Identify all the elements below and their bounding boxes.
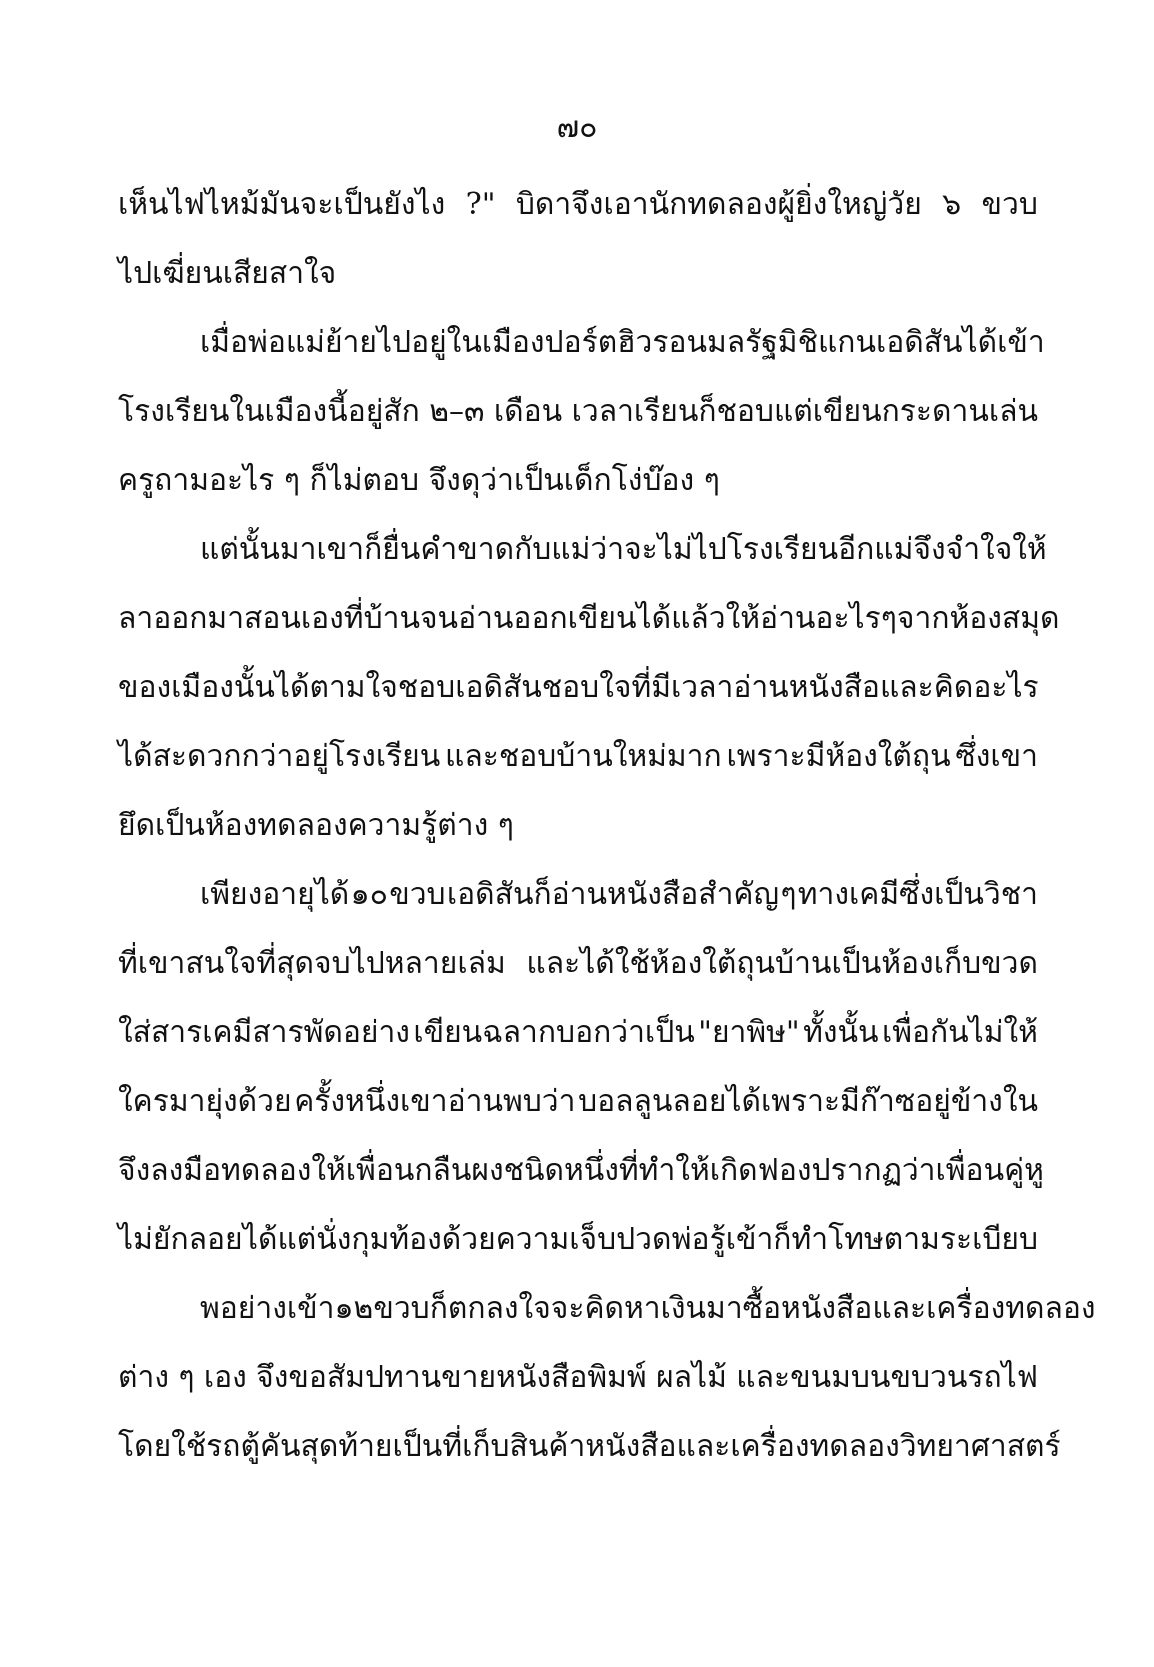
text-word: แต่นั้นมาเขาก็ยื่นคำขาดกับแม่ว่าจะไม่ไปโรงเรียนอีก [200,532,875,567]
text-word: ทางเคมีซึ่งเป็นวิชา [797,877,1038,912]
text-word: ผลไม้ [656,1360,727,1395]
page-number: ๗๐ [556,110,598,145]
text-word: เมื่อพ่อแม่ย้ายไปอยู่ในเมืองปอร์ตฮิวรอน [200,325,707,360]
text-line [118,1343,1038,1412]
text-word: มลรัฐมิชิแกน [706,325,876,360]
text-word: และได้ใช้ห้องใต้ถุนบ้านเป็นห้องเก็บขวด [526,946,1038,981]
text-line [118,998,1038,1067]
text-line [118,515,1047,584]
text-line [118,929,1038,998]
text-word: ปรากฏว่าเพื่อนคู่หู [811,1153,1044,1188]
text-word: โรงเรียนในเมืองนี้อยู่สัก [118,394,420,429]
text-word: ลาออกมาสอนเองที่บ้านจนอ่านออกเขียนได้ [118,601,672,636]
text-word: เวลาเรียนก็ชอบแต่เขียนกระดานเล่น [571,394,1038,429]
text-word: ๒–๓ [429,394,485,429]
text-word: ซึ่งเขา [955,739,1038,774]
text-word: แม่จึงจำใจให้ [874,532,1047,567]
text-line [118,584,1060,653]
text-word: ๆ [178,1360,195,1395]
text-word: เอดิสันได้เข้า [875,325,1045,360]
body-text [118,170,1096,1481]
text-line [118,1136,1044,1205]
text-word: ที่เขาสนใจที่สุดจบไปหลายเล่ม [118,946,506,981]
text-word: หนังสือและเครื่องทดลองวิทยาศาสตร์ [585,1429,1061,1464]
text-word: เอง [203,1360,247,1395]
text-line [118,1067,1038,1136]
text-word: เห็นไฟไหม้มันจะเป็นยังไง [118,187,446,222]
text-word: ใครมายุ่งด้วย [118,1084,292,1119]
text-line [118,722,1038,791]
text-word: ขวบ [389,877,446,912]
text-word: แล้วให้อ่านอะไร [671,601,881,636]
text-word: ๆ [780,877,797,912]
text-line [118,377,1038,446]
text-word: ๑๒ [334,1291,374,1326]
text-word: ขวบ [373,1291,430,1326]
text-line [118,1412,1061,1481]
text-line [118,1274,1096,1343]
text-word: จึงขอสัมปทานขายหนังสือพิมพ์ [256,1360,647,1395]
text-word: เพียงอายุได้ [200,877,350,912]
text-word: ของเมืองนั้นได้ตามใจชอบ [118,670,456,705]
text-word: เดือน [493,394,563,429]
text-word: พอย่างเข้า [200,1291,335,1326]
text-line: ไปเฆี่ยนเสียสาใจ [118,256,337,291]
text-line [118,653,1038,722]
text-line [118,170,1038,239]
text-word: พ่อรู้เข้าก็ทำโทษตามระเบียบ [671,1222,1038,1257]
text-line: ครูถามอะไร ๆ ก็ไม่ตอบ จึงดุว่าเป็นเด็กโง่บ๊อง ๆ [118,463,720,498]
text-word: ครั้งหนึ่งเขาอ่านพบว่า [294,1084,576,1119]
text-line [118,1205,1038,1274]
text-word: บอลลูนลอยได้เพราะมีก๊าซอยู่ข้างใน [578,1084,1038,1119]
text-word: เอดิสันชอบใจที่มีเวลาอ่านหนังสือและคิดอะไร [455,670,1039,705]
text-word: ?" [465,187,496,222]
text-word: และชอบบ้านใหม่มาก [445,739,722,774]
text-word: เพราะมีห้องใต้ถุน [726,739,951,774]
text-word: จากห้องสมุด [896,601,1060,636]
text-word: ใส่สารเคมีสารพัดอย่าง [118,1015,410,1050]
text-word: ๖ [942,187,962,222]
text-word: "ยาพิษ" [698,1015,800,1050]
text-line: ยึดเป็นห้องทดลองความรู้ต่าง ๆ [118,808,514,843]
text-word: บิดาจึงเอานักทดลองผู้ยิ่งใหญ่วัย [515,187,922,222]
text-line [118,308,1045,377]
text-word: ๆ [880,601,897,636]
text-word: เพื่อกันไม่ให้ [881,1015,1038,1050]
text-word: ต่าง [118,1360,169,1395]
text-word: ทั้งนั้น [803,1015,879,1050]
text-line [118,860,1038,929]
text-word: ขวบ [981,187,1038,222]
text-word: ๑๐ [350,877,388,912]
text-word: จึงลงมือทดลองให้เพื่อนกลืนผงชนิดหนึ่งที่ทำให้เกิดฟอง [118,1153,812,1188]
text-word: ก็ตกลงใจจะคิดหาเงินมาซื้อหนังสือและเครื่องทดลอง [429,1291,1096,1326]
text-word: เขียนฉลากบอกว่าเป็น [413,1015,695,1050]
text-word: โดยใช้รถตู้คันสุดท้ายเป็นที่เก็บสินค้า [118,1429,586,1464]
text-word: ได้แต่นั่งกุมท้องด้วยความเจ็บปวด [242,1222,672,1257]
text-word: และขนมบนขบวนรถไฟ [736,1360,1038,1395]
text-word: เอดิสันก็อ่านหนังสือสำคัญ [446,877,780,912]
text-word: ไม่ยักลอย [118,1222,243,1257]
text-word: ได้สะดวกกว่าอยู่โรงเรียน [118,739,441,774]
